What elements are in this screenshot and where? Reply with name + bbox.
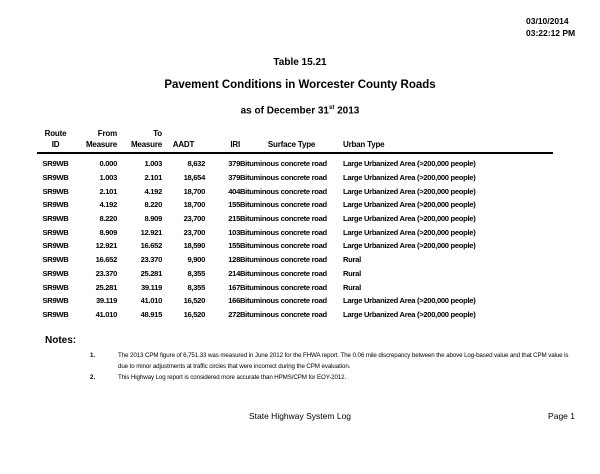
cell-surface: Bituminous concrete road xyxy=(240,268,327,278)
cell-to: 1.003 xyxy=(144,159,162,169)
cell-to: 23.370 xyxy=(140,255,162,265)
table-row xyxy=(37,225,553,239)
header-to-line2: Measure xyxy=(130,139,162,149)
cell-surface: Bituminous concrete road xyxy=(240,214,327,224)
cell-aadt: 18,654 xyxy=(183,173,205,183)
cell-surface: Bituminous concrete road xyxy=(240,186,327,196)
cell-iri: 379 xyxy=(228,173,240,183)
cell-iri: 166 xyxy=(228,296,240,306)
cell-urban: Large Urbanized Area (>200,000 people) xyxy=(343,309,476,319)
cell-surface: Bituminous concrete road xyxy=(240,241,327,251)
cell-to: 25.281 xyxy=(140,268,162,278)
cell-iri: 128 xyxy=(228,255,240,265)
cell-route: SR9WB xyxy=(42,309,69,319)
note-text: The 2013 CPM figure of 6,751.33 was measured in June 2012 for the FHWA report. The 0.06 mile discrepancy between the above Log-based value and that CPM value is due to minor adjustments at traffic circles that were incorrect during the CPM evaluation. xyxy=(118,352,569,370)
print-date: 03/10/2014 xyxy=(526,16,569,26)
table-number: Table 15.21 xyxy=(273,57,327,68)
cell-route: SR9WB xyxy=(42,255,69,265)
cell-urban: Large Urbanized Area (>200,000 people) xyxy=(343,173,476,183)
header-to-line1: To xyxy=(153,129,162,138)
column-header-to-measure xyxy=(117,129,162,153)
note-text: This Highway Log report is considered more accurate than HPMS/CPM for EOY-2012. xyxy=(118,374,347,381)
cell-iri: 404 xyxy=(228,186,240,196)
cell-aadt: 16,520 xyxy=(183,309,205,319)
cell-iri: 214 xyxy=(228,268,240,278)
cell-from: 8.220 xyxy=(99,214,117,224)
cell-urban: Large Urbanized Area (>200,000 people) xyxy=(343,200,476,210)
table-row xyxy=(37,153,553,171)
table-header xyxy=(37,129,553,153)
cell-aadt: 18,700 xyxy=(183,200,205,210)
column-header-aadt: AADT xyxy=(162,129,205,153)
note-item xyxy=(90,351,582,372)
cell-route: SR9WB xyxy=(42,186,69,196)
column-header-iri: IRI xyxy=(205,129,240,153)
cell-route: SR9WB xyxy=(42,282,69,292)
subtitle-suffix: 2013 xyxy=(334,105,360,117)
header-route-line2: ID xyxy=(51,139,60,149)
cell-urban: Large Urbanized Area (>200,000 people) xyxy=(343,214,476,224)
cell-surface: Bituminous concrete road xyxy=(240,309,327,319)
cell-route: SR9WB xyxy=(42,296,69,306)
page-footer xyxy=(0,411,600,421)
table-row xyxy=(37,308,553,322)
cell-to: 48.915 xyxy=(140,309,162,319)
table-row xyxy=(37,184,553,198)
header-route-line1: Route xyxy=(44,129,67,138)
cell-from: 16.652 xyxy=(95,255,117,265)
cell-to: 12.921 xyxy=(140,227,162,237)
cell-route: SR9WB xyxy=(42,200,69,210)
cell-from: 4.192 xyxy=(99,200,117,210)
cell-from: 0.000 xyxy=(99,159,117,169)
table-row xyxy=(37,294,553,308)
table-row xyxy=(37,253,553,267)
cell-aadt: 23,700 xyxy=(183,227,205,237)
cell-from: 41.010 xyxy=(95,309,117,319)
cell-to: 39.119 xyxy=(140,282,162,292)
column-header-urban-type: Urban Type xyxy=(343,129,553,153)
table-row xyxy=(37,171,553,185)
note-number: 1. xyxy=(90,352,96,359)
cell-from: 1.003 xyxy=(99,173,117,183)
cell-iri: 155 xyxy=(228,241,240,251)
print-time: 03:22:12 PM xyxy=(526,27,576,38)
cell-from: 25.281 xyxy=(95,282,117,292)
subtitle-superscript: st xyxy=(329,105,335,111)
cell-urban: Rural xyxy=(343,282,361,292)
column-header-from-measure xyxy=(74,129,117,153)
note-item xyxy=(90,373,582,384)
cell-surface: Bituminous concrete road xyxy=(240,227,327,237)
page-number: Page 1 xyxy=(548,411,575,421)
cell-aadt: 8,632 xyxy=(187,159,205,169)
page-subtitle xyxy=(0,105,600,116)
cell-from: 23.370 xyxy=(95,268,117,278)
note-number: 2. xyxy=(90,374,96,381)
cell-urban: Large Urbanized Area (>200,000 people) xyxy=(343,159,476,169)
cell-iri: 103 xyxy=(228,227,240,237)
column-header-route-id xyxy=(37,129,74,153)
notes-heading: Notes: xyxy=(45,335,77,346)
table-row xyxy=(37,198,553,212)
cell-route: SR9WB xyxy=(42,241,69,251)
cell-urban: Rural xyxy=(343,255,361,265)
footer-report-name: State Highway System Log xyxy=(248,411,352,421)
cell-surface: Bituminous concrete road xyxy=(240,159,327,169)
cell-aadt: 16,520 xyxy=(183,296,205,306)
cell-iri: 155 xyxy=(228,200,240,210)
cell-from: 2.101 xyxy=(99,186,117,196)
cell-aadt: 18,590 xyxy=(183,241,205,251)
cell-route: SR9WB xyxy=(42,173,69,183)
cell-aadt: 8,355 xyxy=(187,282,205,292)
column-header-surface-type: Surface Type xyxy=(240,129,343,153)
cell-urban: Large Urbanized Area (>200,000 people) xyxy=(343,241,476,251)
cell-surface: Bituminous concrete road xyxy=(240,255,327,265)
notes-list xyxy=(90,351,582,385)
cell-to: 4.192 xyxy=(144,186,162,196)
cell-iri: 167 xyxy=(228,282,240,292)
cell-aadt: 18,700 xyxy=(183,186,205,196)
pavement-conditions-table xyxy=(37,129,553,321)
cell-iri: 379 xyxy=(228,159,240,169)
cell-urban: Large Urbanized Area (>200,000 people) xyxy=(343,296,476,306)
cell-from: 8.909 xyxy=(99,227,117,237)
cell-iri: 215 xyxy=(228,214,240,224)
header-from-line1: From xyxy=(97,129,117,138)
cell-route: SR9WB xyxy=(42,159,69,169)
cell-from: 12.921 xyxy=(95,241,117,251)
cell-surface: Bituminous concrete road xyxy=(240,282,327,292)
cell-aadt: 9,900 xyxy=(187,255,205,265)
cell-to: 41.010 xyxy=(140,296,162,306)
table-row xyxy=(37,212,553,226)
cell-aadt: 8,355 xyxy=(187,268,205,278)
cell-route: SR9WB xyxy=(42,214,69,224)
table-body xyxy=(37,153,553,321)
cell-surface: Bituminous concrete road xyxy=(240,200,327,210)
cell-to: 16.652 xyxy=(140,241,162,251)
cell-to: 2.101 xyxy=(144,173,162,183)
cell-to: 8.909 xyxy=(144,214,162,224)
cell-urban: Large Urbanized Area (>200,000 people) xyxy=(343,186,476,196)
table-row xyxy=(37,239,553,253)
table-row xyxy=(37,280,553,294)
cell-iri: 272 xyxy=(228,309,240,319)
cell-aadt: 23,700 xyxy=(183,214,205,224)
cell-route: SR9WB xyxy=(42,268,69,278)
page-title: Pavement Conditions in Worcester County Roads xyxy=(164,79,436,91)
cell-urban: Large Urbanized Area (>200,000 people) xyxy=(343,227,476,237)
cell-surface: Bituminous concrete road xyxy=(240,173,327,183)
cell-to: 8.220 xyxy=(144,200,162,210)
subtitle-prefix: as of December 31 xyxy=(240,105,329,117)
table-header-row xyxy=(37,129,553,153)
cell-urban: Rural xyxy=(343,268,361,278)
cell-route: SR9WB xyxy=(42,227,69,237)
table-row xyxy=(37,267,553,281)
cell-surface: Bituminous concrete road xyxy=(240,296,327,306)
header-from-line2: Measure xyxy=(85,139,117,149)
cell-from: 39.119 xyxy=(95,296,117,306)
print-timestamp xyxy=(526,16,575,39)
